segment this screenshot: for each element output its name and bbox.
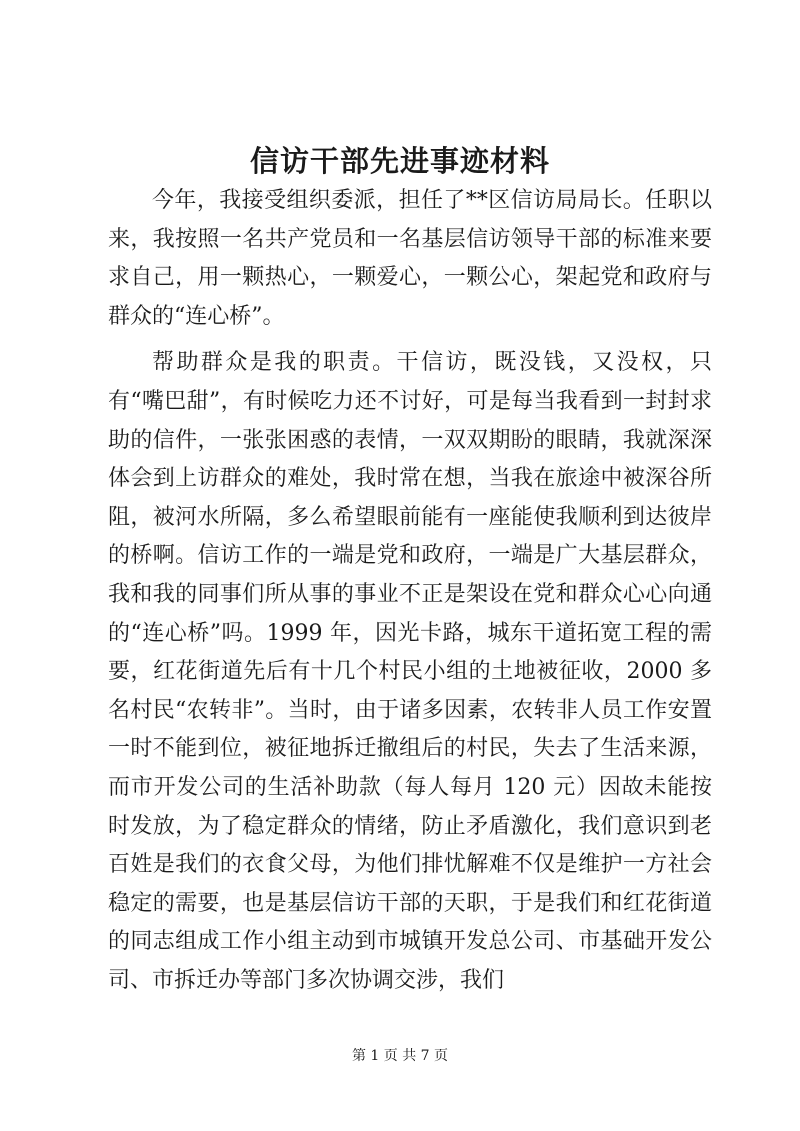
body-paragraph: 今年，我接受组织委派，担任了**区信访局局长。任职以来，我按照一名共产党员和一名基层信访领导干部的标准来要求自己，用一颗热心，一颗爱心，一颗公心，架起党和政府与群众的“连心桥”。 [108,188,712,329]
document-body [108,182,712,1000]
document-title: 信访干部先进事迹材料 [249,144,550,178]
page-footer [0,1046,800,1066]
body-paragraph: 帮助群众是我的职责。干信访，既没钱，又没权，只有“嘴巴甜”，有时候吃力还不讨好，可是每当我看到一封封求助的信件，一张张困惑的表情，一双双期盼的眼睛，我就深深体会到上访群众的难处，我时常在想，当我在旅途中被深谷所阻，被河水所隔，多么希望眼前能有一座能使我顺利到达彼岸的桥啊。信访工作的一端是党和政府，一端是广大基层群众，我和我的同事们所从事的事业不正是架设在党和群众心心向通的“连心桥”吗。1999 年，因光卡路，城东干道拓宽工程的需要，红花街道先后有十几个村民小组的土地被征收，2000 多名村民“农转非”。当时，由于诸多因素，农转非人员工作安置一时不能到位，被征地拆迁撤组后的村民，失去了生活来源，而市开发公司的生活补助款（每人每月 120 元）因故未能按时发放，为了稳定群众的情绪，防止矛盾激化，我们意识到老百姓是我们的衣食父母，为他们排忧解难不仅是维护一方社会稳定的需要，也是基层信访干部的天职，于是我们和红花街道的同志组成工作小组主动到市城镇开发总公司、市基础开发公司、市拆迁办等部门多次协调交涉，我们 [108,350,712,993]
page-number-label: 第 1 页 共 7 页 [351,1048,449,1064]
